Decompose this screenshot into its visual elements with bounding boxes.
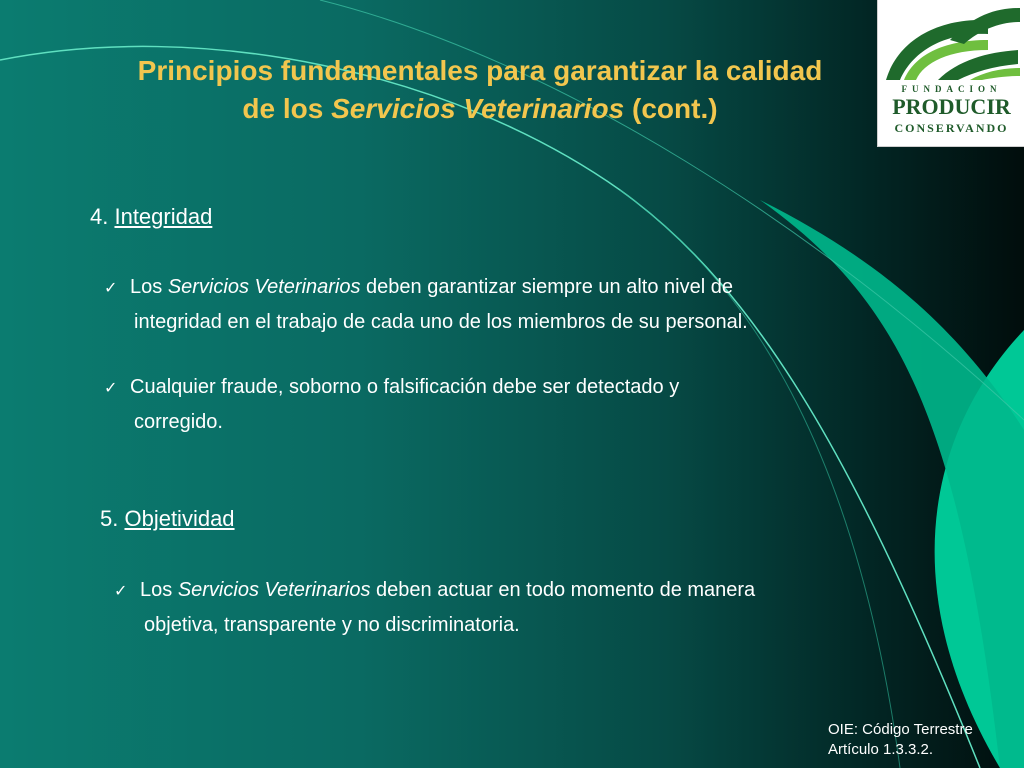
bullet-prefix: Cualquier fraude, soborno o falsificación debe ser detectado y	[130, 376, 680, 398]
bullet-line-2: objetiva, transparente y no discriminatoria.	[144, 614, 520, 636]
logo-text-conservando: CONSERVANDO	[894, 121, 1009, 135]
section-number: 4.	[90, 204, 115, 229]
title-line-2-suffix: (cont.)	[624, 93, 718, 124]
bullet-rest: deben actuar en todo momento de manera	[370, 579, 756, 601]
page-title	[40, 52, 920, 128]
source-footnote	[828, 720, 973, 760]
section-name: Integridad	[114, 204, 213, 229]
bullet-prefix: Los	[140, 579, 178, 601]
section-heading-integridad	[90, 203, 212, 231]
title-line-2-prefix: de los	[242, 93, 332, 124]
title-line-2-italic: Servicios Veterinarios	[331, 93, 625, 124]
checkmark-icon: ✓	[104, 278, 118, 297]
footnote-line-2: Artículo 1.3.3.2.	[828, 741, 934, 758]
bullet-prefix: Los	[130, 276, 168, 298]
checkmark-icon: ✓	[114, 581, 128, 600]
footnote-line-1: OIE: Código Terrestre	[828, 721, 973, 738]
bullet-rest: deben garantizar siempre un alto nivel de	[360, 276, 733, 298]
title-line-1: Principios fundamentales para garantizar la calidad	[137, 55, 823, 86]
section-heading-objetividad	[100, 505, 235, 533]
bullet-line-2: integridad en el trabajo de cada uno de los miembros de su personal.	[134, 311, 748, 333]
fundacion-producir-conservando-logo	[877, 0, 1024, 147]
bullet-item	[114, 573, 944, 642]
bullet-item	[104, 370, 924, 439]
title-line-2	[40, 90, 920, 128]
section-number: 5.	[100, 506, 125, 531]
bullet-item	[104, 270, 924, 339]
bullet-italic: Servicios Veterinarios	[167, 276, 361, 298]
bullet-line-2: corregido.	[134, 411, 223, 433]
logo-emblem	[878, 0, 1024, 84]
bullet-italic: Servicios Veterinarios	[177, 579, 371, 601]
logo-text-producir: PRODUCIR	[892, 94, 1011, 119]
logo-text-fundacion: FUNDACION	[901, 84, 1002, 94]
checkmark-icon: ✓	[104, 378, 118, 397]
section-name: Objetividad	[124, 506, 235, 531]
